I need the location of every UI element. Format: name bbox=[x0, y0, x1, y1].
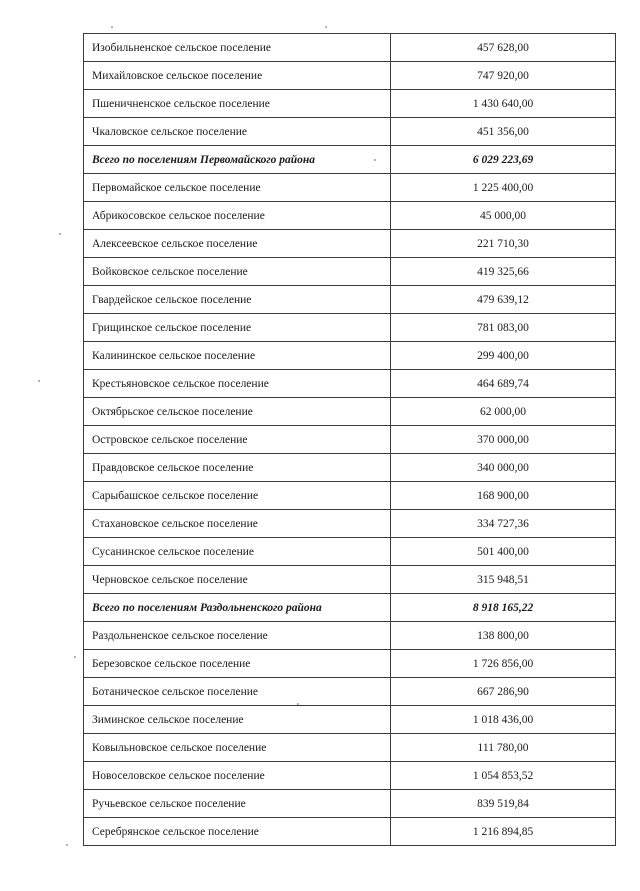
table-row bbox=[84, 454, 616, 482]
settlement-name-cell: Войковское сельское поселение bbox=[84, 258, 391, 286]
settlement-name-cell: Михайловское сельское поселение bbox=[84, 62, 391, 90]
table-row bbox=[84, 678, 616, 706]
settlement-name-cell: Всего по поселениям Первомайского района bbox=[84, 146, 391, 174]
scan-speck bbox=[38, 380, 40, 382]
amount-cell: 168 900,00 bbox=[391, 482, 616, 510]
table-row bbox=[84, 790, 616, 818]
amount-cell: 1 216 894,85 bbox=[391, 818, 616, 846]
settlement-name-cell: Сусанинское сельское поселение bbox=[84, 538, 391, 566]
amount-cell: 457 628,00 bbox=[391, 34, 616, 62]
table-row bbox=[84, 314, 616, 342]
table-total-row bbox=[84, 146, 616, 174]
settlement-name-cell: Изобильненское сельское поселение bbox=[84, 34, 391, 62]
settlement-name-cell: Алексеевское сельское поселение bbox=[84, 230, 391, 258]
table-row bbox=[84, 510, 616, 538]
scan-speck bbox=[374, 159, 376, 161]
table-row bbox=[84, 90, 616, 118]
amount-cell: 1 018 436,00 bbox=[391, 706, 616, 734]
amount-cell: 299 400,00 bbox=[391, 342, 616, 370]
table-row bbox=[84, 818, 616, 846]
table-row bbox=[84, 706, 616, 734]
settlement-name-cell: Первомайское сельское поселение bbox=[84, 174, 391, 202]
table-row bbox=[84, 174, 616, 202]
settlement-name-cell: Гвардейское сельское поселение bbox=[84, 286, 391, 314]
table-row bbox=[84, 62, 616, 90]
scan-speck bbox=[297, 703, 299, 705]
settlement-name-cell: Ботаническое сельское поселение bbox=[84, 678, 391, 706]
amount-cell: 464 689,74 bbox=[391, 370, 616, 398]
amount-cell: 221 710,30 bbox=[391, 230, 616, 258]
amount-cell: 340 000,00 bbox=[391, 454, 616, 482]
table-body bbox=[84, 34, 616, 846]
table-row bbox=[84, 34, 616, 62]
table-row bbox=[84, 370, 616, 398]
amount-cell: 315 948,51 bbox=[391, 566, 616, 594]
settlement-name-cell: Октябрьское сельское поселение bbox=[84, 398, 391, 426]
table-row bbox=[84, 566, 616, 594]
settlement-name-cell: Калининское сельское поселение bbox=[84, 342, 391, 370]
amount-cell: 111 780,00 bbox=[391, 734, 616, 762]
settlement-name-cell: Правдовское сельское поселение bbox=[84, 454, 391, 482]
settlement-name-cell: Ручьевское сельское поселение bbox=[84, 790, 391, 818]
scan-speck bbox=[111, 26, 113, 28]
amount-cell: 45 000,00 bbox=[391, 202, 616, 230]
settlement-name-cell: Зиминское сельское поселение bbox=[84, 706, 391, 734]
amount-cell: 747 920,00 bbox=[391, 62, 616, 90]
amount-cell: 6 029 223,69 bbox=[391, 146, 616, 174]
settlement-name-cell: Новоселовское сельское поселение bbox=[84, 762, 391, 790]
settlement-name-cell: Островское сельское поселение bbox=[84, 426, 391, 454]
settlement-name-cell: Крестьяновское сельское поселение bbox=[84, 370, 391, 398]
table-row bbox=[84, 286, 616, 314]
amount-cell: 370 000,00 bbox=[391, 426, 616, 454]
amount-cell: 839 519,84 bbox=[391, 790, 616, 818]
settlement-name-cell: Сарыбашское сельское поселение bbox=[84, 482, 391, 510]
table-row bbox=[84, 650, 616, 678]
table-row bbox=[84, 482, 616, 510]
amount-cell: 62 000,00 bbox=[391, 398, 616, 426]
table-row bbox=[84, 230, 616, 258]
amount-cell: 1 726 856,00 bbox=[391, 650, 616, 678]
table-row bbox=[84, 342, 616, 370]
table-row bbox=[84, 538, 616, 566]
settlement-name-cell: Грищинское сельское поселение bbox=[84, 314, 391, 342]
amount-cell: 667 286,90 bbox=[391, 678, 616, 706]
settlement-name-cell: Серебрянское сельское поселение bbox=[84, 818, 391, 846]
amount-cell: 781 083,00 bbox=[391, 314, 616, 342]
table-row bbox=[84, 258, 616, 286]
amount-cell: 1 225 400,00 bbox=[391, 174, 616, 202]
amount-cell: 1 054 853,52 bbox=[391, 762, 616, 790]
table-total-row bbox=[84, 594, 616, 622]
amount-cell: 451 356,00 bbox=[391, 118, 616, 146]
settlement-name-cell: Чкаловское сельское поселение bbox=[84, 118, 391, 146]
amount-cell: 479 639,12 bbox=[391, 286, 616, 314]
table-row bbox=[84, 762, 616, 790]
table-row bbox=[84, 118, 616, 146]
amount-cell: 334 727,36 bbox=[391, 510, 616, 538]
settlement-name-cell: Абрикосовское сельское поселение bbox=[84, 202, 391, 230]
settlements-table bbox=[83, 33, 616, 846]
amount-cell: 138 800,00 bbox=[391, 622, 616, 650]
scan-speck bbox=[66, 844, 68, 846]
table-row bbox=[84, 426, 616, 454]
table-row bbox=[84, 734, 616, 762]
table-row bbox=[84, 202, 616, 230]
amount-cell: 501 400,00 bbox=[391, 538, 616, 566]
settlement-name-cell: Ковыльновское сельское поселение bbox=[84, 734, 391, 762]
scan-speck bbox=[325, 26, 327, 28]
table-row bbox=[84, 398, 616, 426]
settlement-name-cell: Пшеничненское сельское поселение bbox=[84, 90, 391, 118]
settlement-name-cell: Черновское сельское поселение bbox=[84, 566, 391, 594]
amount-cell: 1 430 640,00 bbox=[391, 90, 616, 118]
scan-speck bbox=[59, 233, 61, 235]
amount-cell: 8 918 165,22 bbox=[391, 594, 616, 622]
settlement-name-cell: Всего по поселениям Раздольненского района bbox=[84, 594, 391, 622]
scan-speck bbox=[74, 656, 76, 658]
amount-cell: 419 325,66 bbox=[391, 258, 616, 286]
settlement-name-cell: Березовское сельское поселение bbox=[84, 650, 391, 678]
settlement-name-cell: Стахановское сельское поселение bbox=[84, 510, 391, 538]
table-row bbox=[84, 622, 616, 650]
settlement-name-cell: Раздольненское сельское поселение bbox=[84, 622, 391, 650]
